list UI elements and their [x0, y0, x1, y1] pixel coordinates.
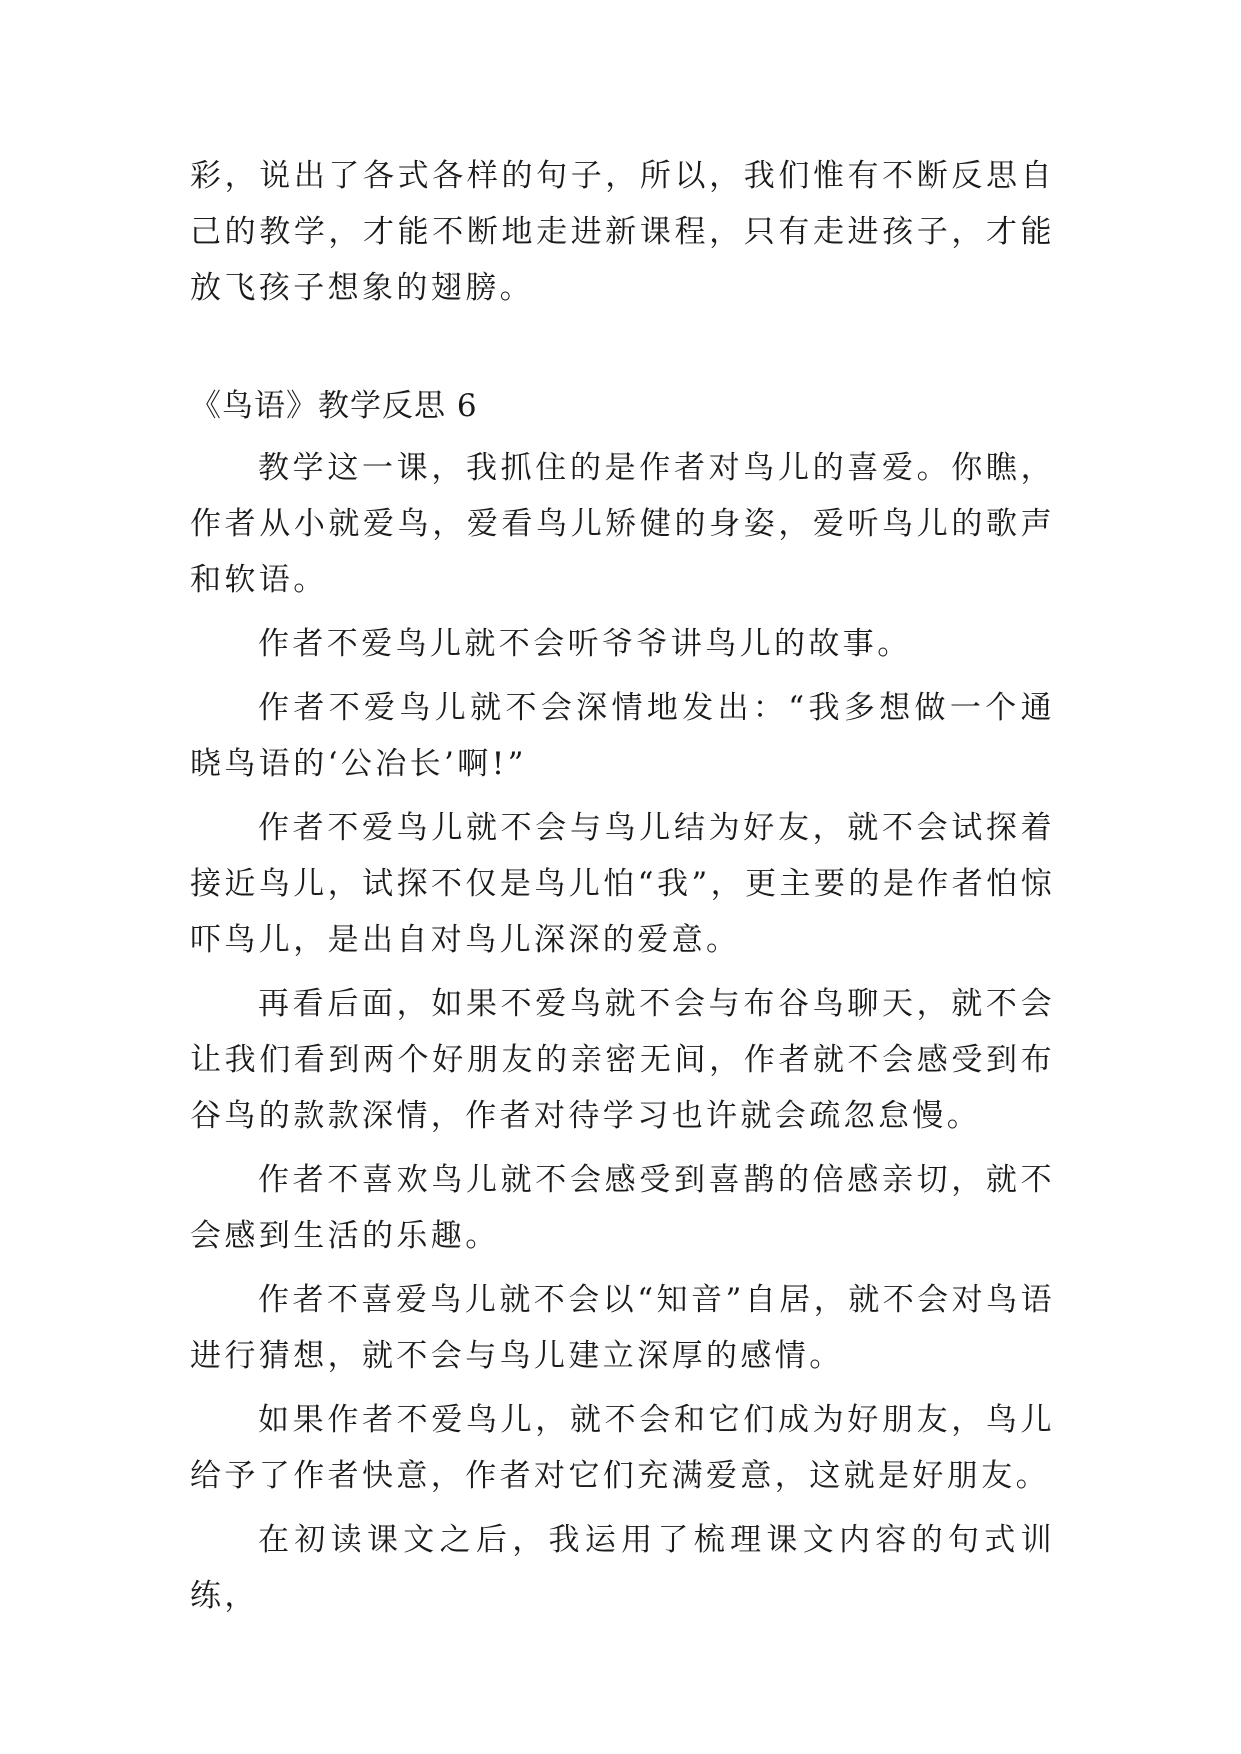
paragraph: 作者不爱鸟儿就不会听爷爷讲鸟儿的故事。 [258, 626, 912, 662]
paragraph: 如果作者不爱鸟儿，就不会和它们成为好朋友，鸟儿给予了作者快意，作者对它们充满爱意，这就是好朋友。 [190, 1402, 1055, 1494]
document-page [190, 148, 1055, 1624]
paragraph: 教学这一课，我抓住的是作者对鸟儿的喜爱。你瞧，作者从小就爱鸟，爱看鸟儿矫健的身姿，爱听鸟儿的歌声和软语。 [190, 450, 1055, 598]
paragraph: 作者不喜欢鸟儿就不会感受到喜鹊的倍感亲切，就不会感到生活的乐趣。 [190, 1162, 1055, 1254]
paragraph: 再看后面，如果不爱鸟就不会与布谷鸟聊天，就不会让我们看到两个好朋友的亲密无间，作者就不会感受到布谷鸟的款款深情，作者对待学习也许就会疏忽怠慢。 [190, 986, 1055, 1134]
intro-paragraph: 彩，说出了各式各样的句子，所以，我们惟有不断反思自己的教学，才能不断地走进新课程，只有走进孩子，才能放飞孩子想象的翅膀。 [190, 158, 1055, 306]
section-title: 《鸟语》教学反思 6 [190, 388, 478, 424]
paragraph: 作者不爱鸟儿就不会与鸟儿结为好友，就不会试探着接近鸟儿，试探不仅是鸟儿怕“我”，更主要的是作者怕惊吓鸟儿，是出自对鸟儿深深的爱意。 [190, 810, 1055, 958]
paragraph: 作者不爱鸟儿就不会深情地发出：“我多想做一个通晓鸟语的‘公冶长’啊!” [190, 690, 1055, 782]
paragraph: 在初读课文之后，我运用了梳理课文内容的句式训练， [190, 1522, 1055, 1614]
paragraph: 作者不喜爱鸟儿就不会以“知音”自居，就不会对鸟语进行猜想，就不会与鸟儿建立深厚的感情。 [190, 1282, 1055, 1374]
